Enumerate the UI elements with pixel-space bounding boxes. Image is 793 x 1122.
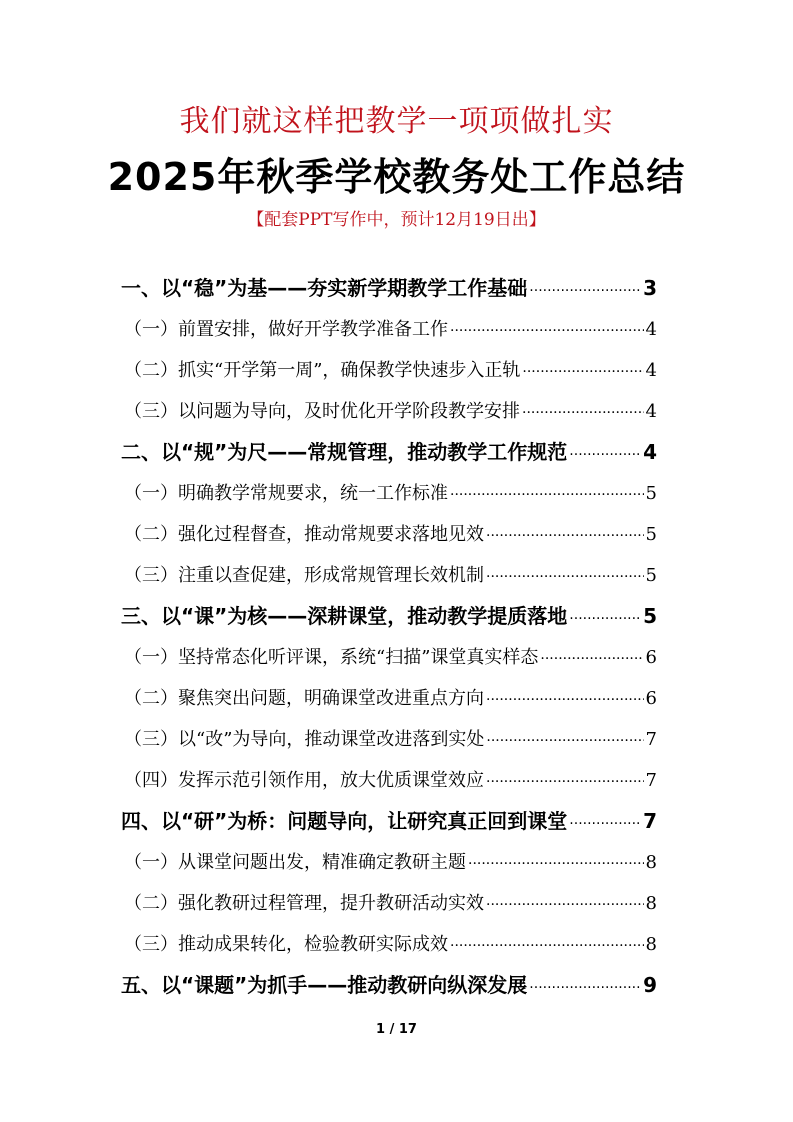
toc-entry-title: 五、以“课题”为抓手——推动教研向纵深发展 bbox=[121, 973, 528, 997]
toc-section-entry[interactable] bbox=[121, 432, 657, 473]
toc-dot-leader bbox=[522, 393, 644, 434]
toc-page-number: 6 bbox=[645, 647, 657, 668]
toc-entry-title: （二）强化过程督查，推动常规要求落地见效 bbox=[124, 524, 484, 545]
toc-subsection-entry[interactable] bbox=[121, 842, 657, 883]
toc-page-number: 8 bbox=[645, 934, 657, 955]
toc-page-number: 6 bbox=[645, 688, 657, 709]
toc-dot-leader bbox=[529, 968, 641, 1009]
toc-subsection-entry[interactable] bbox=[121, 678, 657, 719]
toc-page-number: 4 bbox=[645, 319, 657, 340]
page-indicator: 1 / 17 bbox=[376, 1022, 417, 1037]
toc-page-number: 7 bbox=[645, 770, 657, 791]
toc-dot-leader bbox=[569, 804, 641, 845]
toc-page-number: 8 bbox=[645, 852, 657, 873]
toc-page-number: 5 bbox=[645, 524, 657, 545]
toc-page-number: 4 bbox=[645, 401, 657, 422]
toc-dot-leader bbox=[569, 435, 641, 476]
table-of-contents bbox=[121, 268, 657, 1006]
toc-subsection-entry[interactable] bbox=[121, 514, 657, 555]
toc-entry-title: （一）明确教学常规要求，统一工作标准 bbox=[124, 483, 448, 504]
toc-entry-title: （一）坚持常态化听评课，系统“扫描”课堂真实样态 bbox=[124, 647, 539, 668]
toc-subsection-entry[interactable] bbox=[121, 309, 657, 350]
toc-dot-leader bbox=[486, 516, 644, 557]
toc-page-number: 3 bbox=[643, 276, 657, 300]
toc-subsection-entry[interactable] bbox=[121, 555, 657, 596]
toc-page-number: 7 bbox=[643, 809, 657, 833]
toc-dot-leader bbox=[522, 352, 643, 393]
toc-page-number: 5 bbox=[645, 483, 657, 504]
toc-dot-leader bbox=[486, 557, 644, 598]
toc-subsection-entry[interactable] bbox=[121, 883, 657, 924]
toc-dot-leader bbox=[450, 926, 644, 967]
ppt-note: 【配套PPT写作中，预计12月19日出】 bbox=[247, 210, 546, 230]
toc-dot-leader bbox=[540, 639, 643, 680]
toc-entry-title: （三）以“改”为导向，推动课堂改进落到实处 bbox=[124, 729, 485, 750]
toc-page-number: 5 bbox=[643, 604, 657, 628]
toc-dot-leader bbox=[486, 762, 644, 803]
toc-section-entry[interactable] bbox=[121, 596, 657, 637]
toc-subsection-entry[interactable] bbox=[121, 350, 657, 391]
toc-dot-leader bbox=[450, 475, 644, 516]
toc-page-number: 4 bbox=[645, 360, 657, 381]
toc-page-number: 9 bbox=[643, 973, 657, 997]
toc-entry-title: （二）抓实“开学第一周”，确保教学快速步入正轨 bbox=[124, 360, 521, 381]
toc-dot-leader bbox=[529, 271, 641, 312]
toc-entry-title: （三）推动成果转化，检验教研实际成效 bbox=[124, 934, 448, 955]
toc-page-number: 7 bbox=[645, 729, 657, 750]
toc-entry-title: 二、以“规”为尺——常规管理，推动教学工作规范 bbox=[121, 440, 568, 464]
toc-page-number: 4 bbox=[643, 440, 657, 464]
toc-entry-title: （一）前置安排，做好开学教学准备工作 bbox=[124, 319, 448, 340]
toc-dot-leader bbox=[569, 599, 641, 640]
toc-dot-leader bbox=[486, 721, 643, 762]
toc-dot-leader bbox=[486, 885, 644, 926]
document-title: 2025年秋季学校教务处工作总结 bbox=[107, 155, 686, 199]
toc-section-entry[interactable] bbox=[121, 268, 657, 309]
toc-entry-title: 四、以“研”为桥：问题导向，让研究真正回到课堂 bbox=[121, 809, 568, 833]
toc-dot-leader bbox=[486, 680, 644, 721]
toc-section-entry[interactable] bbox=[121, 965, 657, 1006]
toc-section-entry[interactable] bbox=[121, 801, 657, 842]
toc-page-number: 5 bbox=[645, 565, 657, 586]
toc-entry-title: （二）强化教研过程管理，提升教研活动实效 bbox=[124, 893, 484, 914]
toc-entry-title: （三）以问题为导向，及时优化开学阶段教学安排 bbox=[124, 401, 520, 422]
toc-subsection-entry[interactable] bbox=[121, 924, 657, 965]
toc-entry-title: （四）发挥示范引领作用，放大优质课堂效应 bbox=[124, 770, 484, 791]
toc-entry-title: 一、以“稳”为基——夯实新学期教学工作基础 bbox=[121, 276, 528, 300]
toc-entry-title: （二）聚焦突出问题，明确课堂改进重点方向 bbox=[124, 688, 484, 709]
toc-subsection-entry[interactable] bbox=[121, 760, 657, 801]
toc-subsection-entry[interactable] bbox=[121, 637, 657, 678]
toc-entry-title: （三）注重以查促建，形成常规管理长效机制 bbox=[124, 565, 484, 586]
toc-subsection-entry[interactable] bbox=[121, 719, 657, 760]
toc-entry-title: （一）从课堂问题出发，精准确定教研主题 bbox=[124, 852, 466, 873]
toc-page-number: 8 bbox=[645, 893, 657, 914]
document-subtitle: 我们就这样把教学一项项做扎实 bbox=[179, 104, 614, 139]
toc-dot-leader bbox=[450, 311, 644, 352]
toc-entry-title: 三、以“课”为核——深耕课堂，推动教学提质落地 bbox=[121, 604, 568, 628]
toc-subsection-entry[interactable] bbox=[121, 473, 657, 514]
toc-dot-leader bbox=[468, 844, 644, 885]
toc-subsection-entry[interactable] bbox=[121, 391, 657, 432]
